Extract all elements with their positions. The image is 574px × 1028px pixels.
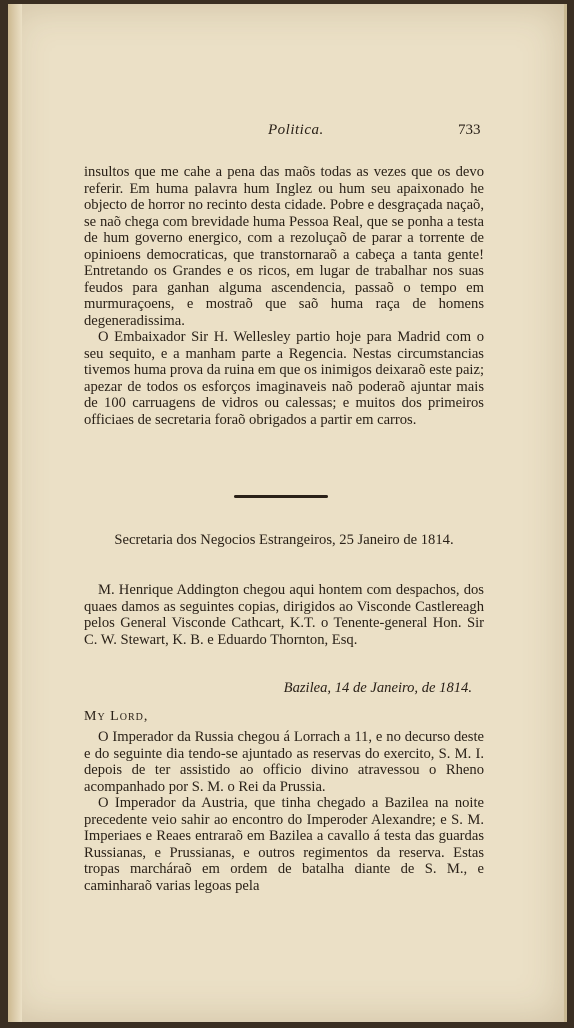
letter-text-block	[84, 164, 484, 428]
dispatch-intro	[84, 582, 484, 648]
running-title: Politica.	[268, 122, 324, 138]
paragraph: insultos que me cahe a pena das maõs todas as vezes que os devo referir. Em huma palavra hum Inglez ou hum seu apaixonado he objecto de horror no recinto desta cidade. Pobre e desgraçada naçaõ, se naõ chega com brevidade huma Pessoa Real, que se ponha a testa de hum governo energico, com a rezoluçaõ de parar a torrente de opinioens democraticas, que transtornaraõ a cabeça a tanta gente! Entretando os Grandes e os ricos, em lugar de trabalhar nos suas feudos para ganhan alguma ascendencia, passaõ o tempo em murmuraçoens, e mostraõ que saõ huma raça de homens degeneradissima.	[84, 164, 484, 329]
page-gutter	[8, 4, 22, 1022]
page-header	[78, 122, 498, 144]
paragraph: O Imperador da Russia chegou á Lorrach a 11, e no decurso deste e do seguinte dia tendo-se ajuntado as reservas do exercito, S. M. I. depois de ter assistido ao officio divino atravessou o Rheno acompanhado por S. M. o Rei da Prussia.	[84, 729, 484, 795]
paragraph: O Embaixador Sir H. Wellesley partio hoje para Madrid com o seu sequito, e a manham parte a Regencia. Nestas circumstancias tivemos huma prova da ruina em que os inimigos deixaraõ este paiz; apezar de todos os esforços imaginaveis naõ poderaõ ajuntar mais de 100 carruagens de vidros ou calessas; e muitos dos primeiros officiaes de secretaria foraõ obrigados a partir em carros.	[84, 329, 485, 428]
paragraph: M. Henrique Addington chegou aqui hontem com despachos, dos quaes damos as seguintes copias, dirigidos ao Visconde Castlereagh pelos General Visconde Cathcart, K.T. o Tenente-general Hon. Sir C. W. Stewart, K. B. e Eduardo Thornton, Esq.	[84, 582, 484, 648]
dispatch-body	[84, 729, 484, 894]
salutation: My Lord,	[84, 709, 149, 724]
dateline: Secretaria dos Negocios Estrangeiros, 25 Janeiro de 1814.	[114, 532, 454, 548]
book-page	[8, 4, 567, 1022]
place-date: Bazilea, 14 de Janeiro, de 1814.	[283, 680, 472, 696]
page-number: 733	[458, 122, 481, 138]
section-divider	[234, 495, 328, 498]
paragraph: O Imperador da Austria, que tinha chegado a Bazilea na noite precedente veio sahir ao encontro do Imperoder Alexandre; e S. M. Imperiaes e Reaes entraraõ em Bazilea a cavallo á testa das guardas Russianas, e Prussianas, e outros regimentos da reserva. Estas tropas marcháraõ em ordem de batalha diante de S. M., e caminharaõ varias legoas pela	[84, 795, 484, 894]
